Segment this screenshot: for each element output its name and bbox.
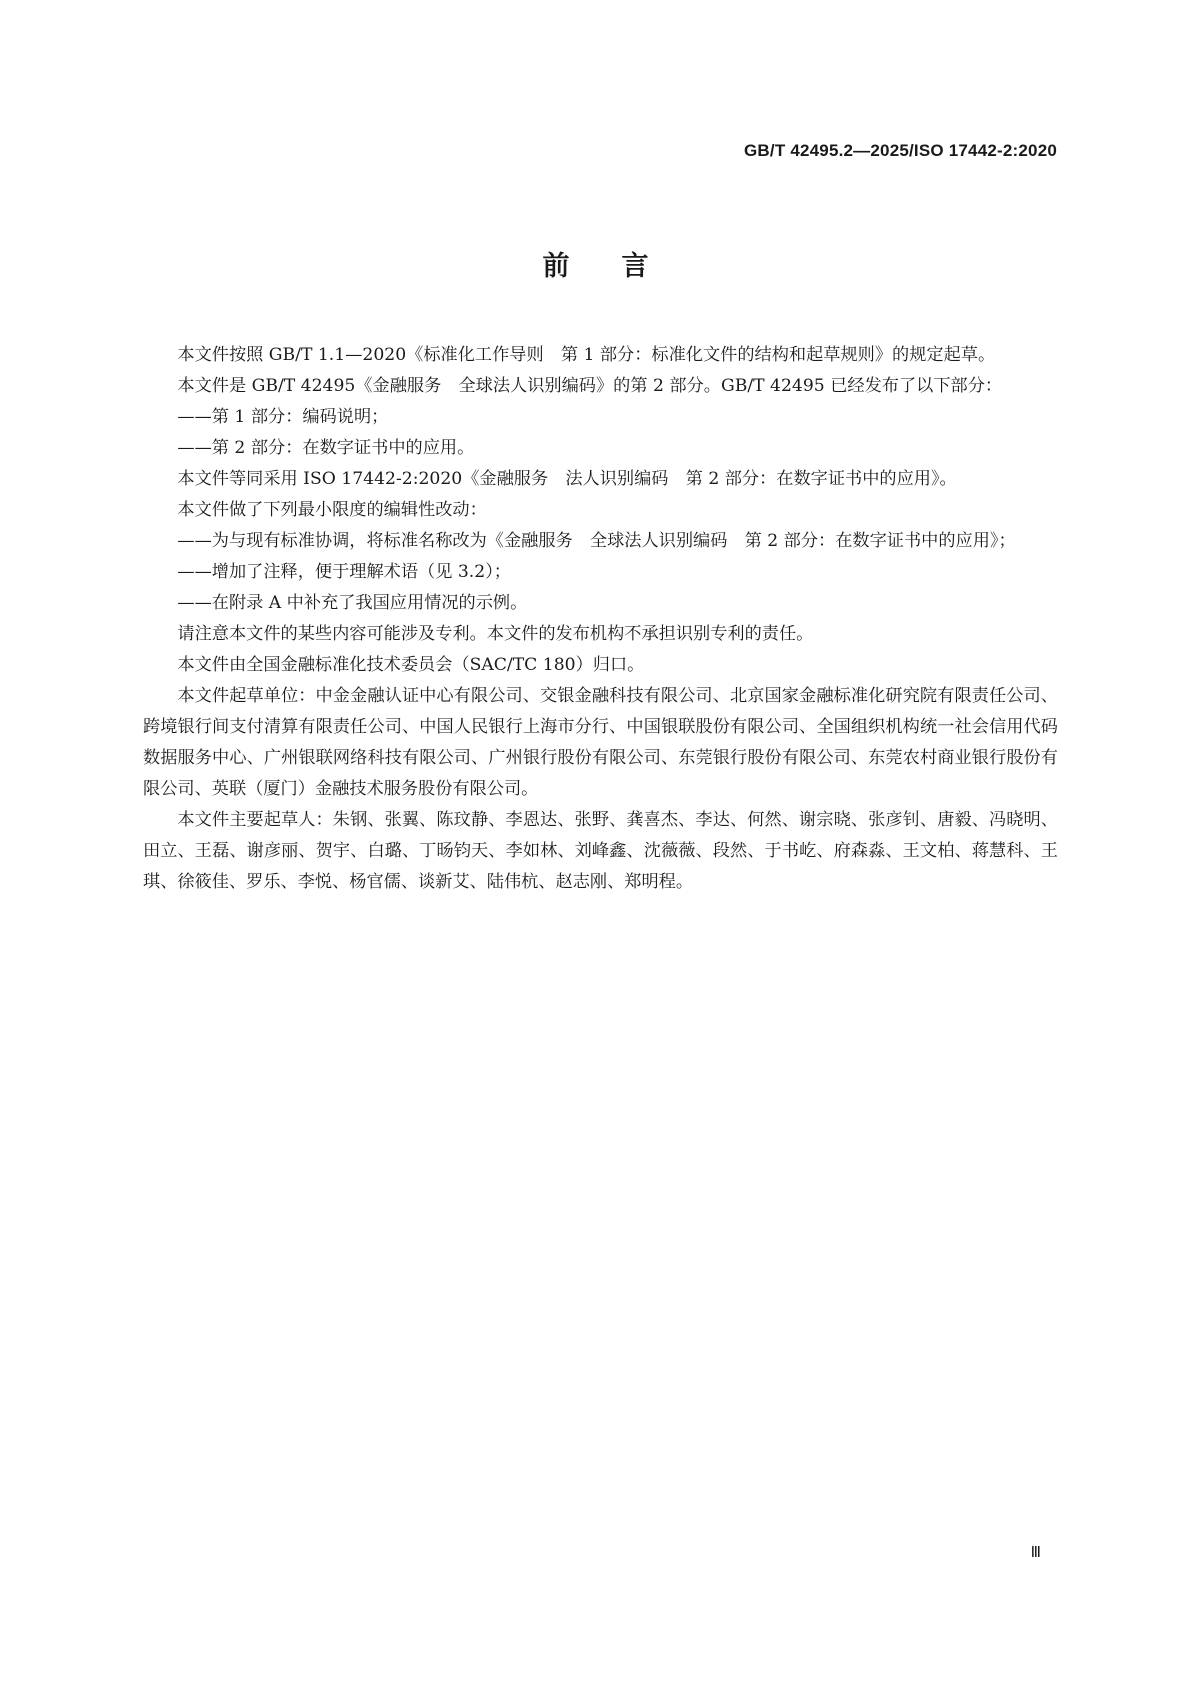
paragraph: 本文件由全国金融标准化技术委员会（SAC/TC 180）归口。	[177, 655, 645, 675]
paragraph: 本文件是 GB/T 42495《金融服务 全球法人识别编码》的第 2 部分。GB/T 42495 已经发布了以下部分：	[177, 376, 1003, 396]
page-title: 前言	[542, 251, 701, 282]
list-item: ——为与现有标准协调，将标准名称改为《金融服务 全球法人识别编码 第 2 部分：在数字证书中的应用》；	[177, 531, 1016, 551]
foreword-body	[143, 340, 1058, 898]
paragraph: 本文件主要起草人：朱钢、张翼、陈玟静、李恩达、张野、龚喜杰、李达、何然、谢宗晓、张彦钊、唐毅、冯晓明、田立、王磊、谢彦丽、贺宇、白璐、丁旸钧天、李如林、刘峰鑫、沈薇薇、段然、于书屹、府森淼、王文柏、蒋慧科、王琪、徐筱佳、罗乐、李悦、杨官儒、谈新艾、陆伟杭、赵志刚、郑明程。	[143, 810, 1058, 892]
list-item: ——第 2 部分：在数字证书中的应用。	[177, 438, 475, 458]
list-item: ——增加了注释，便于理解术语（见 3.2）；	[177, 562, 511, 582]
paragraph: 本文件起草单位：中金金融认证中心有限公司、交银金融科技有限公司、北京国家金融标准化研究院有限责任公司、跨境银行间支付清算有限责任公司、中国人民银行上海市分行、中国银联股份有限公司、全国组织机构统一社会信用代码数据服务中心、广州银联网络科技有限公司、广州银行股份有限公司、东莞银行股份有限公司、东莞农村商业银行股份有限公司、英联（厦门）金融技术服务股份有限公司。	[143, 686, 1058, 799]
paragraph: 本文件按照 GB/T 1.1—2020《标准化工作导则 第 1 部分：标准化文件的结构和起草规则》的规定起草。	[177, 345, 996, 365]
list-item: ——在附录 A 中补充了我国应用情况的示例。	[177, 593, 528, 613]
paragraph: 请注意本文件的某些内容可能涉及专利。本文件的发布机构不承担识别专利的责任。	[177, 624, 814, 644]
paragraph: 本文件等同采用 ISO 17442-2:2020《金融服务 法人识别编码 第 2 部分：在数字证书中的应用》。	[177, 469, 957, 489]
page-number: Ⅲ	[1030, 1545, 1041, 1561]
standard-code: GB/T 42495.2—2025/ISO 17442-2:2020	[744, 141, 1057, 160]
paragraph: 本文件做了下列最小限度的编辑性改动：	[177, 500, 487, 520]
list-item: ——第 1 部分：编码说明；	[177, 407, 389, 427]
